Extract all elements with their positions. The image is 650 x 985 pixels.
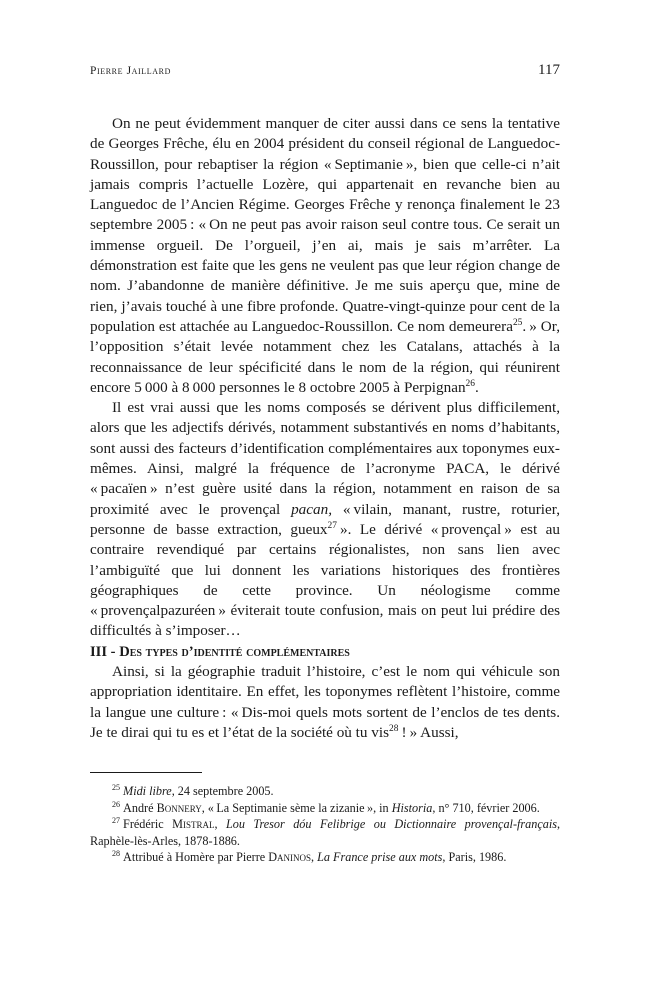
paragraph-1-text-a: On ne peut évidemment manquer de citer aussi dans ce sens la tentative de Georges Frêche, élu en 2004 président du conseil régional de Languedoc-Roussillon, pour rebaptiser la région « Septimanie », bien que celle-ci n’ait jamais compris l’actuelle Lozère, qui appartenait en revanche bien au Languedoc de l’Ancien Régime. Georges Frêche y renonça finalement le 23 septembre 2005 : « On ne peut pas avoir raison seul contre tous. Ce serait un immense orgueil. De l’orgueil, j’en ai, mais je sais m’arrêter. La démonstration est faite que les gens ne veulent pas que leur région change de nom. J’abandonne de manière définitive. Je me suis aperçu que, mine de rien, j’avais touché à une fibre profonde. Quatre-vingt-quinze pour cent de la population est attachée au Languedoc-Roussillon. Ce nom demeurera <box>90 115 560 335</box>
footnote-text: , 24 septembre 2005. <box>171 784 274 798</box>
footnote-27 <box>90 816 560 849</box>
footnote-text: Attribué à Homère par Pierre <box>123 850 269 865</box>
footnote-text: , <box>214 817 226 832</box>
footnote-text: , Raphèle-lès-Arles, 1878-1886. <box>90 817 560 848</box>
paragraph-3 <box>90 662 560 743</box>
footnote-text: , <box>311 850 318 865</box>
page-number: 117 <box>538 62 560 78</box>
footnote-italic: Lou Tresor dóu Felibrige ou Dictionnaire provençal-français <box>225 817 557 832</box>
paragraph-2-text-a: Il est vrai aussi que les noms composés se dérivent plus difficilement, alors que les adjectifs dérivés, notamment substantivés en noms d’habitants, sont aussi des facteurs d’identification complémentaires aux toponymes eux-mêmes. Ainsi, malgré la fréquence de l’acronyme PACA, le dérivé « pacaïen » n’est guère usité dans la région, notamment en raison de sa proximité avec le provençal <box>90 399 560 518</box>
footnotes <box>90 772 560 866</box>
paragraph-2-text-b: « vilain, manant, rustre, roturier, personne de basse extraction, gueux <box>90 500 560 538</box>
footnote-italic: Midi libre <box>123 784 172 798</box>
footnote-author: Bonnery <box>156 800 202 815</box>
footnote-number: 27 <box>112 816 121 826</box>
paragraph-3-text-a: Ainsi, si la géographie traduit l’histoire, c’est le nom qui véhicule son appropriation identitaire. En effet, les toponymes reflètent l’histoire, comme la langue une culture : « Dis-moi quels mots sortent de l’enclos de tes dents. Je te dirai qui tu es et l’état de la société où tu vis <box>90 663 560 741</box>
running-header <box>90 62 560 79</box>
footnote-author: Daninos <box>268 850 312 865</box>
footnote-text: André <box>123 800 157 815</box>
footnote-number: 26 <box>112 799 121 809</box>
footnote-ref-25: 25 <box>512 317 523 328</box>
footnote-italic: Historia <box>391 800 433 815</box>
footnote-ref-27: 27 <box>327 520 337 531</box>
footnote-28 <box>90 849 560 866</box>
paragraph-2-text-c: ». Le dérivé « provençal » est au contraire revendiqué par certains régionalistes, non sans lien avec l’ambiguïté que lui donnent les variations historiques des frontières géographiques de cette province. Un néologisme comme « provençalpazuréen » éviterait toute confusion, mais on peut lui prédire des difficultés à s’imposer… <box>90 520 560 640</box>
footnote-number: 25 <box>112 782 121 792</box>
footnote-text: , « La Septimanie sème la zizanie », in <box>201 800 392 815</box>
footnote-author: Mistral <box>172 817 215 832</box>
paragraph-1 <box>90 114 560 398</box>
body-text <box>90 114 560 743</box>
paragraph-2-italic: pacan, <box>291 500 332 518</box>
footnote-ref-28: 28 <box>389 723 399 734</box>
footnote-text: , Paris, 1986. <box>442 850 507 865</box>
footnote-rule <box>90 772 202 773</box>
running-header-author: Pierre Jaillard <box>90 65 171 77</box>
paragraph-1-text-c: . <box>474 378 479 396</box>
section-title: III - Des types d’identité complémentaires <box>90 643 350 660</box>
footnote-italic: La France prise aux mots <box>317 850 443 865</box>
paragraph-1-text-b: . » Or, l’opposition s’était levée notamment chez les Catalans, attachés à la reconnaissance de leur spécificité dans le nom de la région, qui réunirent encore 5 000 à 8 000 personnes le 8 octobre 2005 à Perpignan <box>90 317 560 396</box>
footnote-text: Frédéric <box>123 817 173 832</box>
paragraph-3-text-b: ! » Aussi, <box>398 723 459 741</box>
footnote-text: , n° 710, février 2006. <box>432 800 540 815</box>
footnote-26 <box>90 800 560 817</box>
footnote-ref-26: 26 <box>465 378 475 389</box>
footnote-number: 28 <box>112 849 121 859</box>
footnote-25 <box>90 783 560 800</box>
paragraph-2 <box>90 398 560 642</box>
